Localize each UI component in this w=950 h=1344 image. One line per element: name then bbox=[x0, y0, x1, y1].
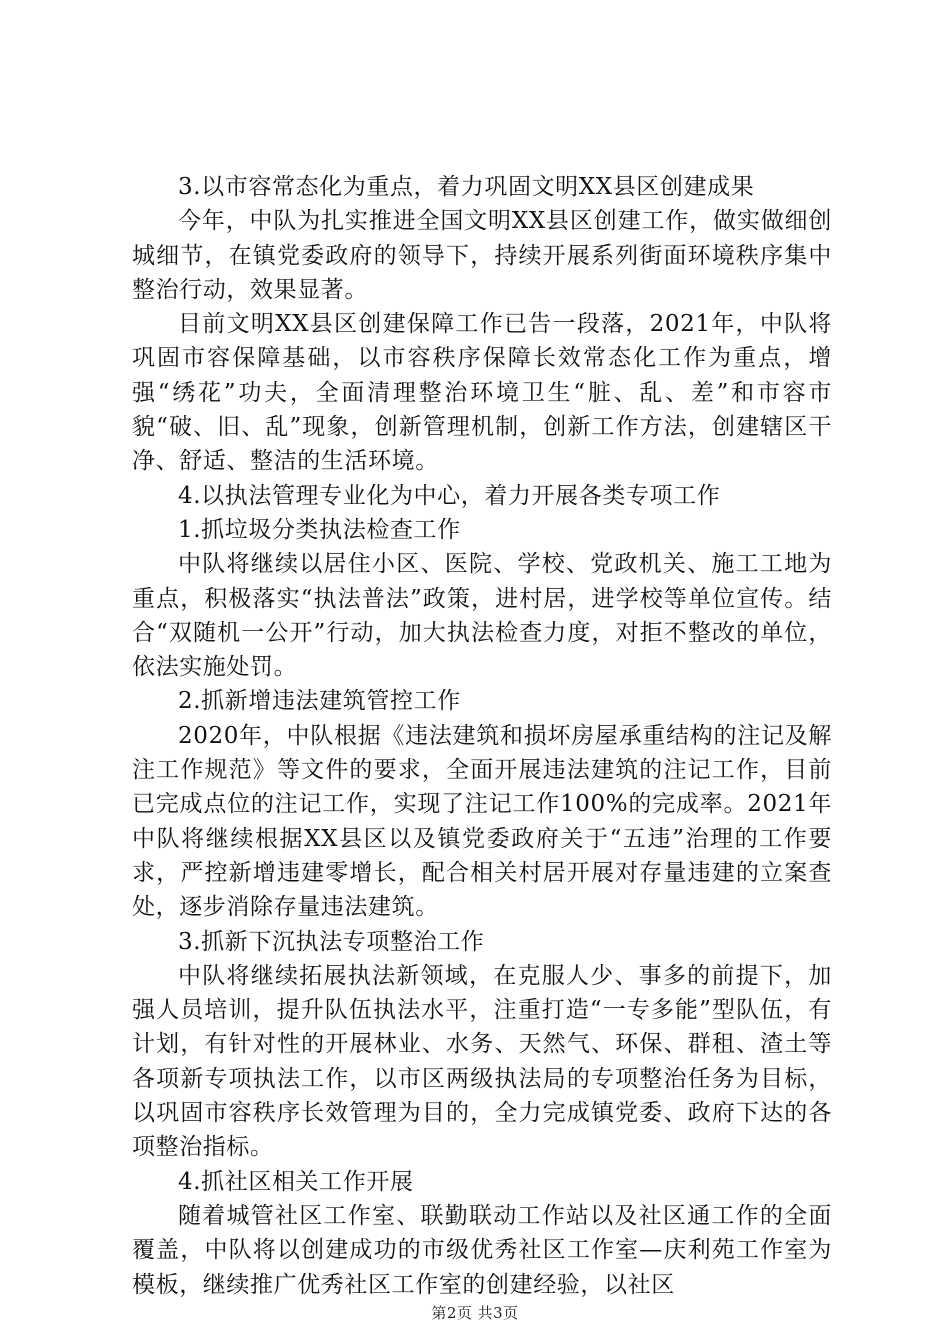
subheading-community-work: 4.抓社区相关工作开展 bbox=[178, 1168, 414, 1195]
subheading-illegal-buildings: 2.抓新增违法建筑管控工作 bbox=[178, 688, 461, 715]
body-paragraph: 今年，中队为扎实推进全国文明XX县区创建工作，做实做细创城细节，在镇党委政府的领导下，持续开展系列街面环境秩序集中整治行动，效果显著。 bbox=[132, 208, 832, 303]
subheading-special-rectification: 3.抓新下沉执法专项整治工作 bbox=[178, 928, 485, 955]
body-paragraph: 目前文明XX县区创建保障工作已告一段落，2021年，中队将巩固市容保障基础，以市容秩序保障长效常态化工作为重点，增强“绣花”功夫，全面清理整治环境卫生“脏、乱、差”和市容市貌“破、旧、乱”现象，创新管理机制，创新工作方法，创建辖区干净、舒适、整洁的生活环境。 bbox=[132, 311, 832, 475]
subheading-garbage-sorting: 1.抓垃圾分类执法检查工作 bbox=[178, 516, 461, 543]
heading-3-city-appearance: 3.以市容常态化为重点，着力巩固文明XX县区创建成果 bbox=[178, 174, 755, 200]
body-paragraph: 中队将继续以居住小区、医院、学校、党政机关、施工工地为重点，积极落实“执法普法”政策，进村居，进学校等单位宣传。结合“双随机一公开”行动，加大执法检查力度，对拒不整改的单位，依法实施处罚。 bbox=[132, 551, 832, 681]
document-body bbox=[132, 170, 832, 1302]
body-paragraph: 中队将继续拓展执法新领域，在克服人少、事多的前提下，加强人员培训，提升队伍执法水平，注重打造“一专多能”型队伍，有计划，有针对性的开展林业、水务、天然气、环保、群租、渣土等各项新专项执法工作，以市区两级执法局的专项整治任务为目标，以巩固市容秩序长效管理为目的，全力完成镇党委、政府下达的各项整治指标。 bbox=[132, 962, 832, 1161]
body-paragraph: 随着城管社区工作室、联勤联动工作站以及社区通工作的全面覆盖，中队将以创建成功的市级优秀社区工作室—庆利苑工作室为模板，继续推广优秀社区工作室的创建经验，以社区 bbox=[132, 1202, 832, 1298]
page-number-footer: 第2页 共3页 bbox=[431, 1304, 519, 1322]
heading-4-law-enforcement: 4.以执法管理专业化为中心，着力开展各类专项工作 bbox=[178, 482, 721, 509]
body-paragraph: 2020年，中队根据《违法建筑和损坏房屋承重结构的注记及解注工作规范》等文件的要求，全面开展违法建筑的注记工作，目前已完成点位的注记工作，实现了注记工作100%的完成率。2021年中队将继续根据XX县区以及镇党委政府关于“五违”治理的工作要求，严控新增违建零增长，配合相关村居开展对存量违建的立案查处，逐步消除存量违法建筑。 bbox=[132, 722, 832, 921]
